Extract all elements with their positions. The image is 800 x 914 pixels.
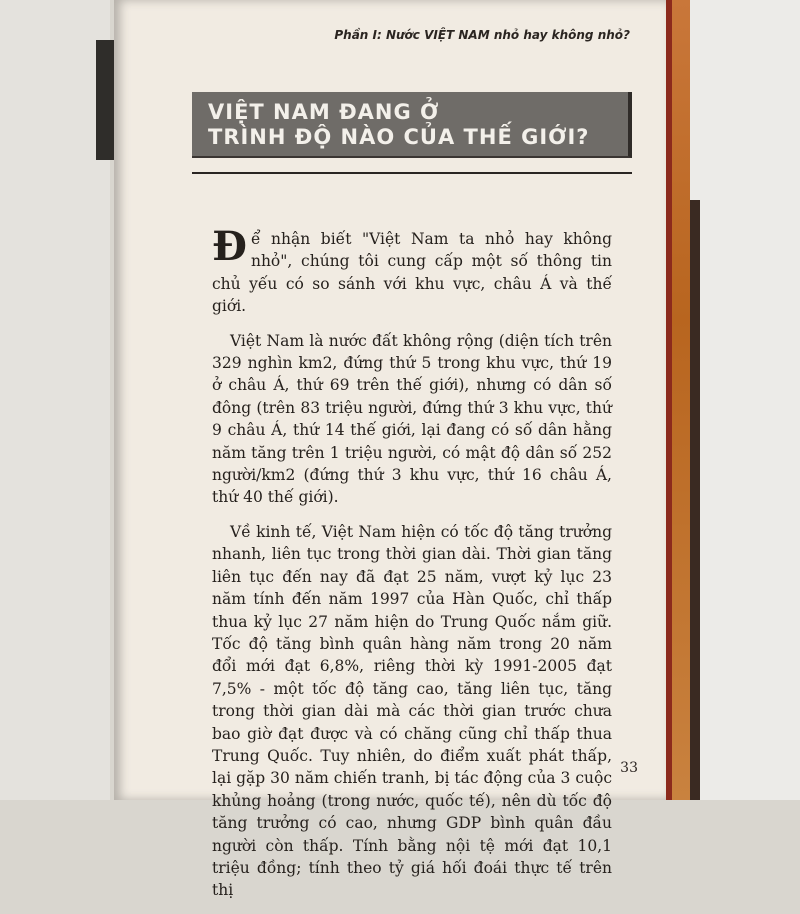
drop-cap: Đ	[212, 223, 247, 270]
book-page	[114, 0, 666, 900]
chapter-title-line-2: TRÌNH ĐỘ NÀO CỦA THẾ GIỚI?	[208, 125, 590, 149]
paragraph-2: Việt Nam là nước đất không rộng (diện tích trên 329 nghìn km2, đứng thứ 5 trong khu vực, thứ 19 ở châu Á, thứ 69 trên thế giới), nhưng có dân số đông (trên 83 triệu người, đứng thứ 3 khu vực, thứ 9 châu Á, thứ 14 thế giới, lại đang có số dân hằng năm tăng trên 1 triệu người, có mật độ dân số 252 người/km2 (đứng thứ 3 khu vực, thứ 16 châu Á, thứ 40 thế giới).	[212, 331, 612, 507]
paragraph-3: Về kinh tế, Việt Nam hiện có tốc độ tăng trưởng nhanh, liên tục trong thời gian dài. Thời gian tăng liên tục đến nay đã đạt 25 năm, vượt kỷ lục 23 năm tính đến năm 1997 của Hàn Quốc, chỉ thấp thua kỷ lục 27 năm hiện do Trung Quốc nắm giữ. Tốc độ tăng bình quân hàng năm trong 20 năm đổi mới đạt 6,8%, riêng thời kỳ 1991-2005 đạt 7,5% - một tốc độ tăng cao, tăng liên tục, tăng trong thời gian dài mà các thời gian trước chưa bao giờ đạt được và có chăng cũng chỉ thấp thua Trung Quốc. Tuy nhiên, do điểm xuất phát thấp, lại gặp 30 năm chiến tranh, bị tác động của 3 cuộc khủng hoảng (trong nước, quốc tế), nên dù tốc độ tăng trưởng có cao, nhưng GDP bình quân đầu người còn thấp. Tính bằng nội tệ mới đạt 10,1 triệu đồng; tính theo tỷ giá hối đoái thực tế trên thị	[212, 522, 612, 900]
chapter-title-line-1: VIỆT NAM ĐANG Ở	[208, 100, 440, 124]
paragraph-1	[212, 223, 612, 318]
book-cover-dark	[690, 200, 700, 800]
page-number: 33	[620, 760, 638, 776]
running-head: Phần I: Nước VIỆT NAM nhỏ hay không nhỏ?	[334, 28, 630, 42]
book-cover-orange	[672, 0, 690, 800]
body-text	[212, 223, 612, 914]
chapter-title-box	[192, 92, 632, 158]
title-rule	[192, 172, 632, 174]
background-left	[0, 0, 110, 800]
paragraph-1-text: ể nhận biết "Việt Nam ta nhỏ hay không nhỏ", chúng tôi cung cấp một số thông tin chủ yếu có so sánh với khu vực, châu Á và thế giới.	[212, 230, 612, 316]
